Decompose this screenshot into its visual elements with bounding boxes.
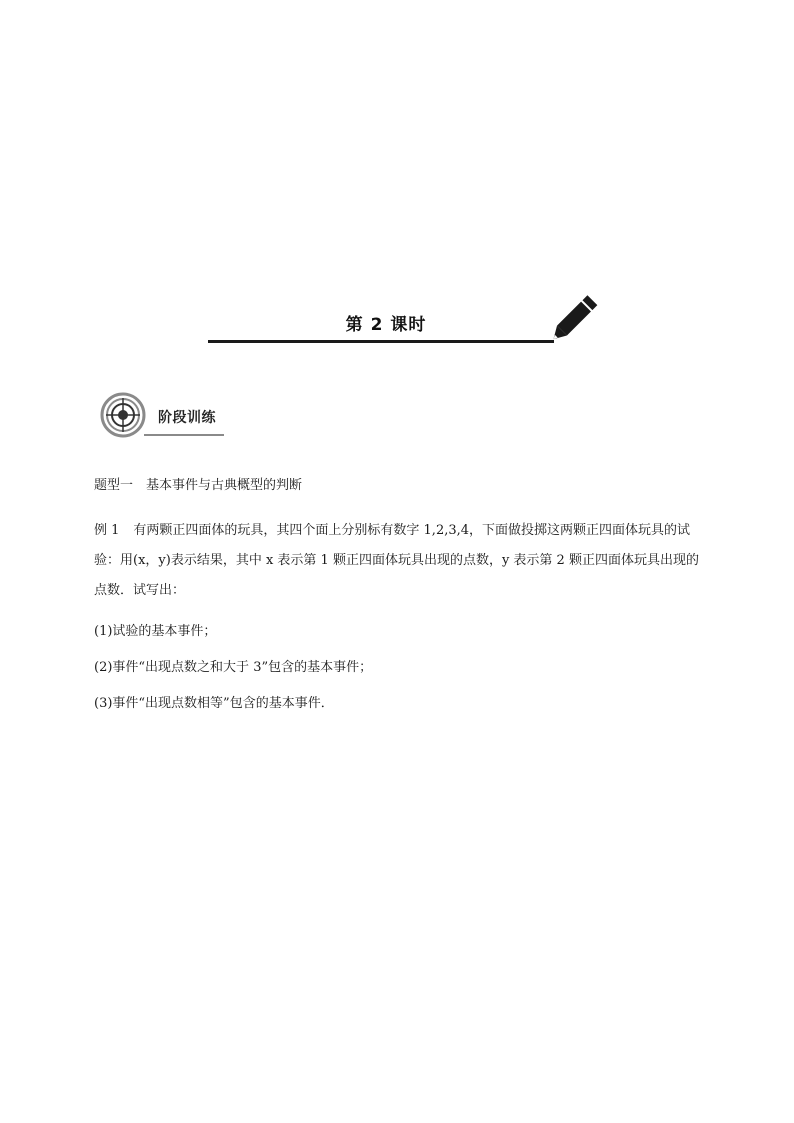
question-item-3: (3)事件“出现点数相等”包含的基本事件． — [94, 696, 334, 711]
example-paragraph — [94, 516, 704, 606]
section-label: 阶段训练 — [158, 410, 216, 426]
target-icon — [100, 392, 146, 438]
document-body — [94, 476, 704, 714]
example-text: 有两颗正四面体的玩具，其四个面上分别标有数字 1,2,3,4，下面做投掷这两颗正四面体玩具的试验：用(x，y)表示结果，其中 x 表示第 1 颗正四面体玩具出现的点数，y 表示第 2 颗正四面体玩具出现的点数．试写出： — [94, 523, 699, 598]
question-item-2: (2)事件“出现点数之和大于 3”包含的基本事件； — [94, 660, 373, 675]
title-banner — [208, 292, 598, 352]
type-heading: 题型一 基本事件与古典概型的判断 — [94, 478, 303, 493]
pencil-icon — [544, 292, 604, 348]
example-label: 例 1 — [94, 523, 120, 538]
title-underline — [208, 340, 554, 343]
page-title: 第 2 课时 — [345, 315, 427, 335]
question-item-1: (1)试验的基本事件； — [94, 624, 217, 639]
section-underline — [144, 434, 224, 436]
section-badge — [100, 392, 230, 442]
